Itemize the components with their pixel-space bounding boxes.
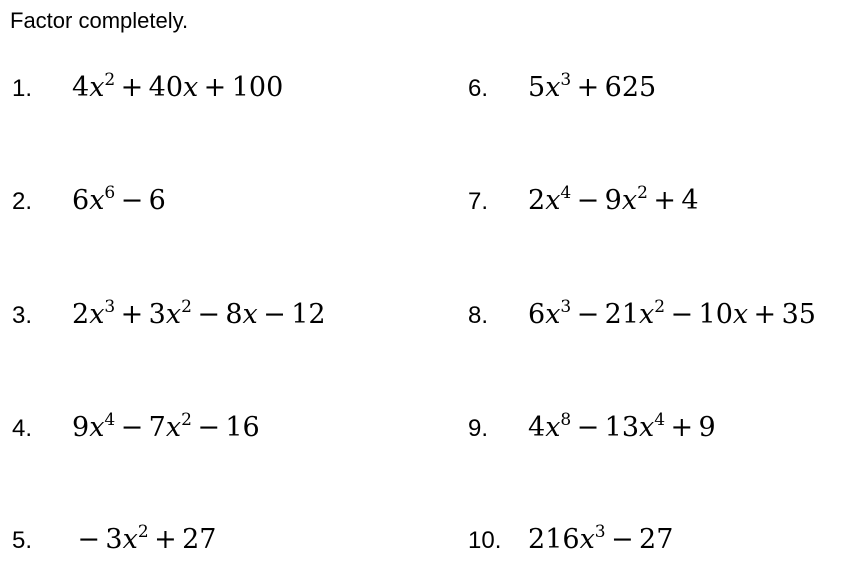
problem-8 xyxy=(468,299,859,339)
problem-number: 9. xyxy=(468,415,489,442)
problem-number: 7. xyxy=(468,188,489,215)
problem-expression: $4x^2 + 40x + 100$ xyxy=(72,70,284,103)
problem-expression: $216x^3 - 27$ xyxy=(528,522,674,555)
problem-5 xyxy=(12,524,432,564)
problem-number: 4. xyxy=(12,415,33,442)
problem-2 xyxy=(12,185,432,225)
problem-expression: $2x^3 + 3x^2 - 8x - 12$ xyxy=(72,297,326,330)
problem-number: 3. xyxy=(12,302,33,329)
problem-number: 5. xyxy=(12,527,33,554)
problem-10 xyxy=(468,524,859,564)
problem-expression: $6x^3 - 21x^2 - 10x + 35$ xyxy=(528,297,816,330)
instructions: Factor completely. xyxy=(10,8,189,33)
problem-1 xyxy=(12,72,432,112)
problem-9 xyxy=(468,412,859,452)
problem-expression: $2x^4 - 9x^2 + 4$ xyxy=(528,183,699,216)
problem-number: 8. xyxy=(468,302,489,329)
problem-7 xyxy=(468,185,859,225)
problem-number: 1. xyxy=(12,75,33,102)
problem-number: 2. xyxy=(12,188,33,215)
problem-number: 6. xyxy=(468,75,489,102)
problem-3 xyxy=(12,299,432,339)
problem-expression: − $3x^2 + 27$ xyxy=(72,522,217,555)
problem-expression: $9x^4 - 7x^2 - 16$ xyxy=(72,410,260,443)
problem-expression: $5x^3 + 625$ xyxy=(528,70,657,103)
problem-4 xyxy=(12,412,432,452)
problem-number: 10. xyxy=(468,527,502,554)
problem-expression: $6x^6 - 6$ xyxy=(72,183,166,216)
problem-expression: $4x^8 - 13x^4 + 9$ xyxy=(528,410,716,443)
problem-6 xyxy=(468,72,859,112)
